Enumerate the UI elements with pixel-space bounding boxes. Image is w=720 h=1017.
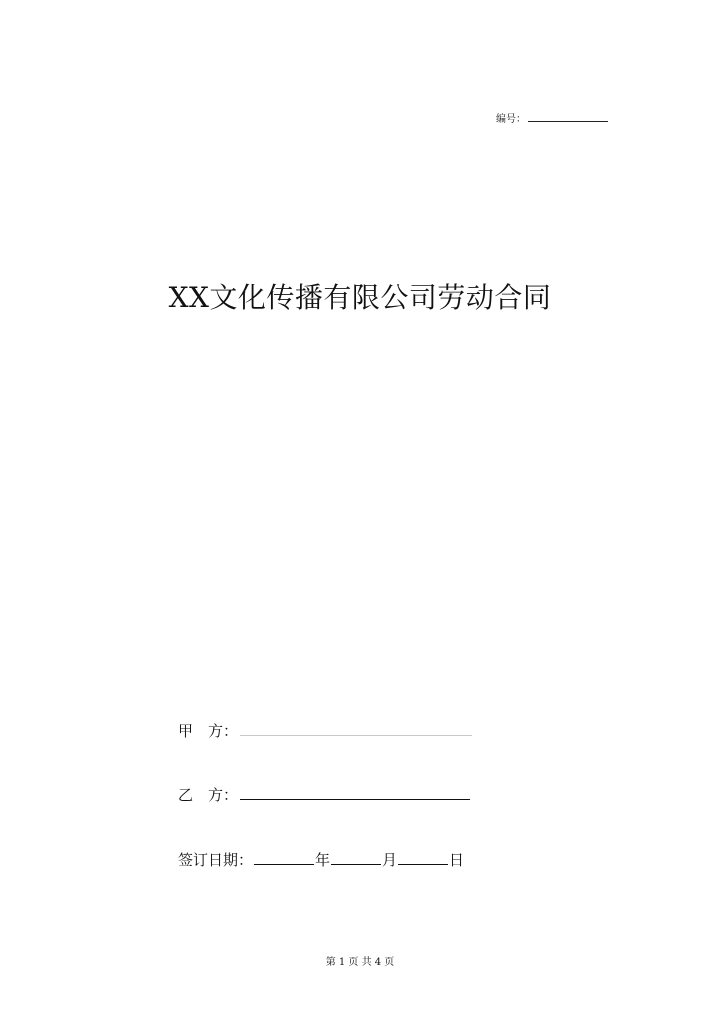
day-blank-line [398, 850, 448, 865]
year-label: 年 [315, 851, 331, 869]
sign-date-field [178, 850, 464, 870]
year-blank-line [254, 850, 314, 865]
page-footer: 第 1 页 共 4 页 [325, 957, 395, 968]
party-b-blank-line [240, 785, 470, 800]
sign-date-label: 签订日期： [178, 851, 254, 869]
document-title: XX文化传播有限公司劳动合同 [168, 281, 552, 314]
serial-label: 编号： [496, 114, 526, 125]
party-a-label: 甲 方： [178, 722, 239, 740]
month-label: 月 [382, 851, 398, 869]
party-b-field [178, 785, 470, 805]
day-label: 日 [449, 851, 465, 869]
serial-blank-line [528, 110, 608, 122]
party-b-label: 乙 方： [178, 786, 239, 804]
party-a-field [178, 721, 472, 741]
month-blank-line [331, 850, 381, 865]
party-a-blank-line [240, 721, 472, 736]
serial-number [496, 110, 608, 127]
